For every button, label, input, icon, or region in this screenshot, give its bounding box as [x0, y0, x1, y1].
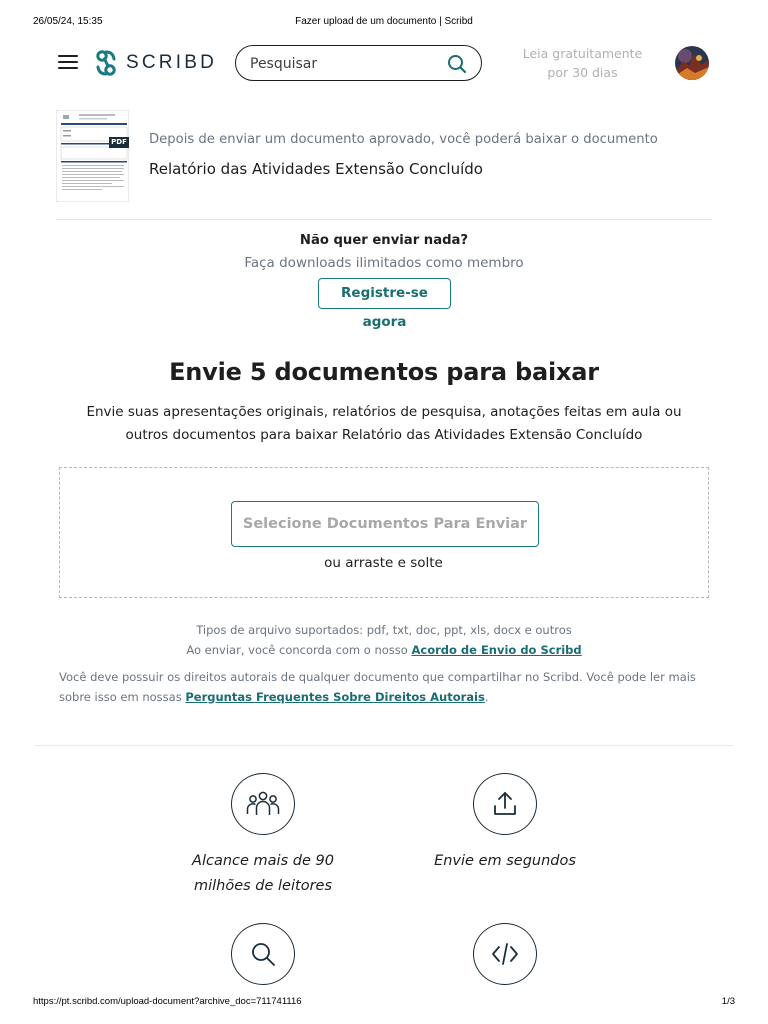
document-note: Depois de enviar um documento aprovado, você poderá baixar o documento [149, 132, 658, 147]
membership-block [0, 233, 768, 330]
feature-reach [163, 773, 363, 899]
select-documents-button[interactable]: Selecione Documentos Para Enviar [231, 501, 539, 547]
document-preview-image [57, 111, 130, 203]
feature-circle [231, 923, 295, 985]
copyright-notice [59, 668, 709, 707]
feature-reach-line2: milhões de leitores [193, 878, 333, 894]
membership-subtitle: Faça downloads ilimitados como membro [244, 255, 524, 271]
top-nav [0, 40, 768, 86]
free-trial-link[interactable] [510, 44, 655, 82]
people-icon [246, 790, 280, 818]
document-card [56, 110, 712, 220]
print-page-number: 1/3 [721, 996, 735, 1007]
feature-circle [231, 773, 295, 835]
feature-reach-label [163, 849, 363, 899]
search-input[interactable] [250, 54, 440, 74]
logo-text: SCRIBD [126, 52, 217, 73]
document-thumbnail [56, 110, 129, 202]
pdf-badge: PDF [111, 138, 127, 146]
section-divider [35, 745, 733, 746]
upload-agreement [0, 641, 768, 661]
avatar-image [675, 46, 709, 80]
print-url: https://pt.scribd.com/upload-document?archive_doc=711741116 [33, 996, 302, 1007]
scribd-logo[interactable] [95, 50, 217, 76]
upload-agreement-link[interactable]: Acordo de Envio do Scribd [411, 642, 582, 657]
supported-types: Tipos de arquivo suportados: pdf, txt, doc, ppt, xls, docx e outros [196, 623, 572, 637]
membership-question: Não quer enviar nada? [299, 233, 469, 248]
hamburger-menu-icon[interactable] [58, 55, 78, 71]
feature-upload [405, 773, 605, 874]
print-header [0, 16, 768, 30]
drag-drop-text: ou arraste e solte [324, 555, 443, 571]
feature-upload-label [405, 849, 605, 874]
print-datetime: 26/05/24, 15:35 [33, 16, 103, 27]
search-icon [250, 941, 276, 967]
document-title: Relatório das Atividades Extensão Concluído [149, 160, 483, 178]
feature-circle [473, 923, 537, 985]
scribd-logo-icon [95, 50, 117, 76]
upload-description: Envie suas apresentações originais, relatórios de pesquisa, anotações feitas em aula ou outros documentos para baixar Relatório das Atividades Extensão Concluído [86, 404, 682, 443]
avatar[interactable] [675, 46, 709, 80]
agreement-prefix: Ao enviar, você concorda com o nosso [186, 642, 412, 657]
feature-circle [473, 773, 537, 835]
copyright-faq-link[interactable]: Perguntas Frequentes Sobre Direitos Autorais [185, 689, 485, 704]
register-button[interactable]: Registre-se agora [318, 278, 451, 309]
free-trial-line2: por 30 dias [547, 65, 618, 80]
free-trial-line1: Leia gratuitamente [522, 46, 643, 61]
feature-embed [405, 923, 605, 985]
feature-search [163, 923, 363, 985]
copyright-suffix: . [484, 689, 489, 704]
print-page-title: Fazer upload de um documento | Scribd [295, 16, 473, 27]
feature-reach-line1: Alcance mais de 90 [192, 853, 334, 869]
upload-heading: Envie 5 documentos para baixar [169, 358, 599, 386]
feature-upload-line1: Envie em segundos [434, 853, 576, 869]
copyright-text: Você deve possuir os direitos autorais de qualquer documento que compartilhar no Scribd. Você pode ler mais sobre isso em nossas [59, 670, 696, 704]
file-types-info [0, 621, 768, 660]
search-icon[interactable] [447, 54, 467, 74]
code-icon [491, 942, 519, 966]
upload-dropzone[interactable] [59, 467, 709, 598]
search-box [235, 45, 482, 81]
upload-icon [493, 791, 517, 817]
